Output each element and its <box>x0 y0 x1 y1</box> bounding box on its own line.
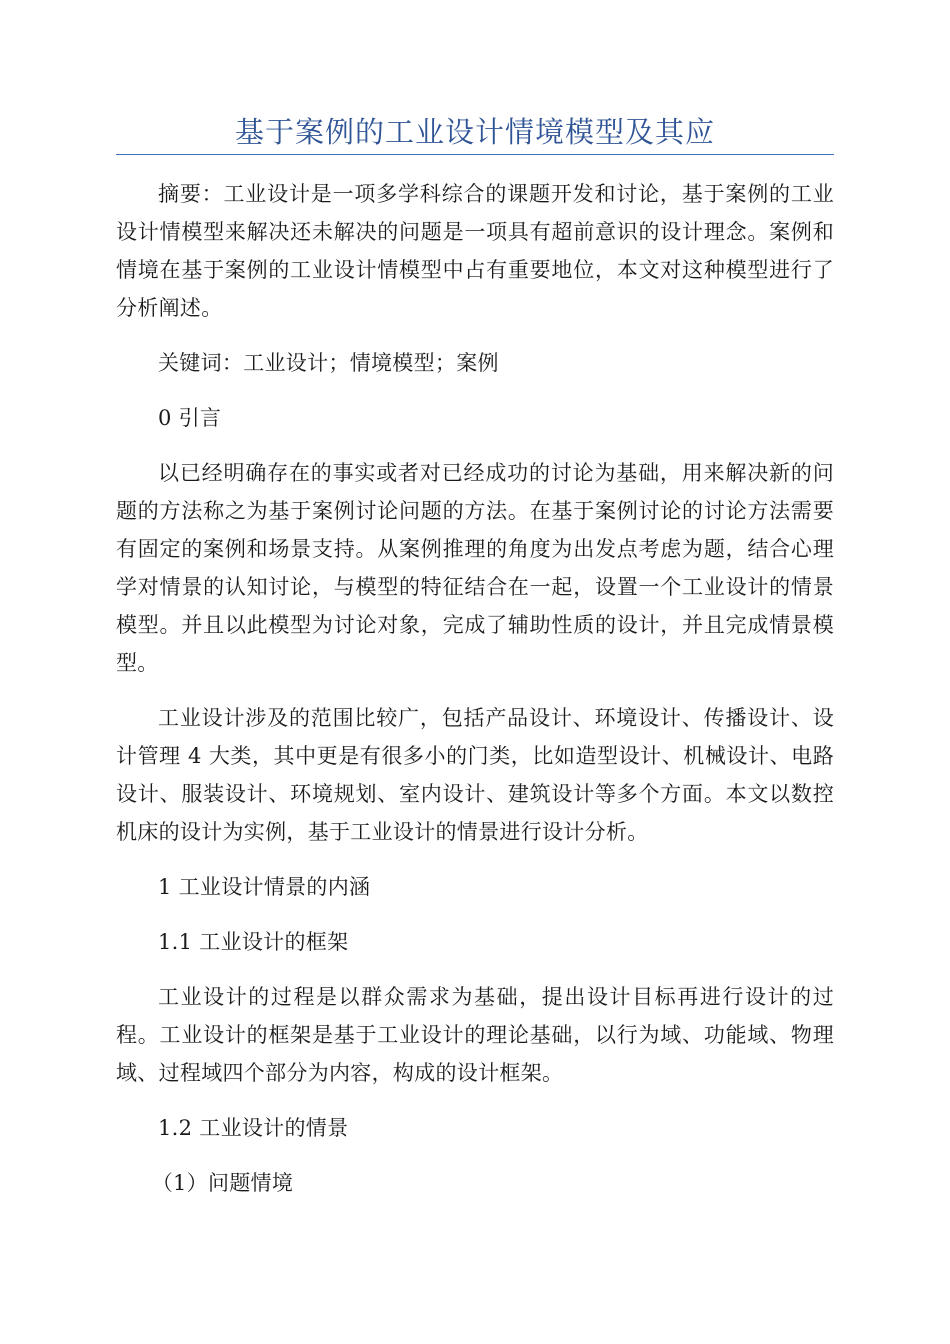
body-paragraph: 工业设计的过程是以群众需求为基础，提出设计目标再进行设计的过程。工业设计的框架是基于工业设计的理论基础，以行为域、功能域、物理域、过程域四个部分为内容，构成的设计框架。 <box>116 985 834 1085</box>
section-heading-1-1: 1.1 工业设计的框架 <box>158 930 349 954</box>
document-body <box>116 175 834 1202</box>
section-heading-1-2: 1.2 工业设计的情景 <box>158 1116 349 1140</box>
abstract-paragraph: 摘要：工业设计是一项多学科综合的课题开发和讨论，基于案例的工业设计情模型来解决还未解决的问题是一项具有超前意识的设计理念。案例和情境在基于案例的工业设计情模型中占有重要地位，本文对这种模型进行了分析阐述。 <box>116 182 834 320</box>
document-title: 基于案例的工业设计情境模型及其应 <box>234 115 715 149</box>
body-paragraph: 工业设计涉及的范围比较广，包括产品设计、环境设计、传播设计、设计管理 4 大类，其中更是有很多小的门类，比如造型设计、机械设计、电路设计、服装设计、环境规划、室内设计、建筑设计等多个方面。本文以数控机床的设计为实例，基于工业设计的情景进行设计分析。 <box>116 706 834 844</box>
list-item-problem-situation: （1）问题情境 <box>151 1171 294 1195</box>
section-heading-1: 1 工业设计情景的内涵 <box>158 875 371 899</box>
body-paragraph: 以已经明确存在的事实或者对已经成功的讨论为基础，用来解决新的问题的方法称之为基于案例讨论问题的方法。在基于案例讨论的讨论方法需要有固定的案例和场景支持。从案例推理的角度为出发点考虑为题，结合心理学对情景的认知讨论，与模型的特征结合在一起，设置一个工业设计的情景模型。并且以此模型为讨论对象，完成了辅助性质的设计，并且完成情景模型。 <box>116 461 834 675</box>
title-underline <box>116 154 834 155</box>
section-heading-introduction: 0 引言 <box>158 406 222 430</box>
keywords-paragraph: 关键词：工业设计；情境模型；案例 <box>158 351 499 375</box>
